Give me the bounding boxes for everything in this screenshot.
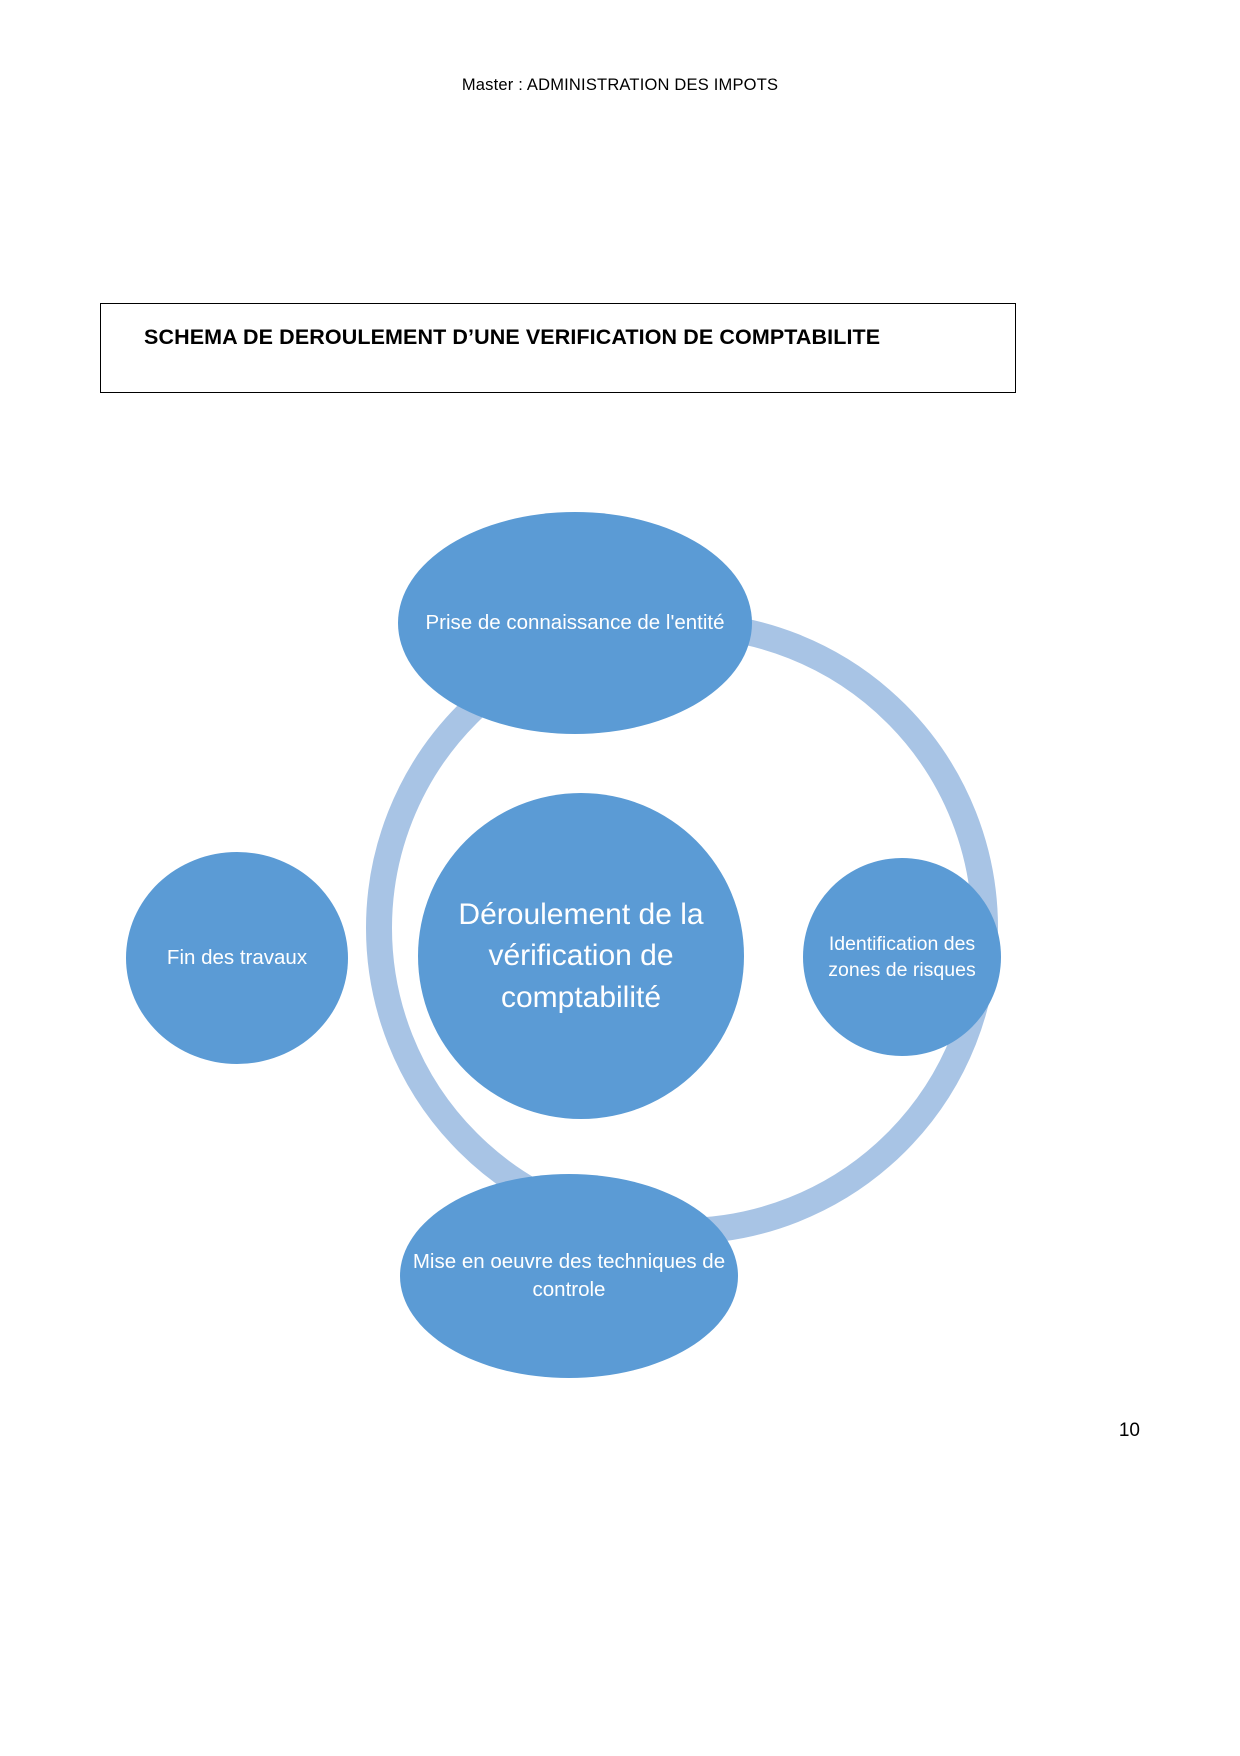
diagram-center-node xyxy=(418,793,744,1119)
diagram-node-top-label: Prise de connaissance de l'entité xyxy=(425,611,725,635)
diagram-node-right-label: Identification des zones de risques xyxy=(828,932,976,981)
diagram-node-right xyxy=(803,858,1001,1056)
diagram-node-left xyxy=(126,852,348,1064)
running-head: Master : ADMINISTRATION DES IMPOTS xyxy=(461,76,779,94)
page-number: 10 xyxy=(1118,1420,1140,1441)
diagram-center-label: Déroulement de la vérification de comptabilité xyxy=(458,897,704,1014)
diagram-node-left-label: Fin des travaux xyxy=(166,946,308,970)
cycle-diagram xyxy=(120,470,1120,1390)
diagram-node-bottom xyxy=(400,1174,738,1378)
diagram-node-bottom-label: Mise en oeuvre des techniques de controle xyxy=(412,1250,726,1301)
title-box xyxy=(100,303,1016,393)
diagram-node-top xyxy=(398,512,752,734)
page-title: SCHEMA DE DEROULEMENT D’UNE VERIFICATION DE COMPTABILITE xyxy=(144,325,881,349)
